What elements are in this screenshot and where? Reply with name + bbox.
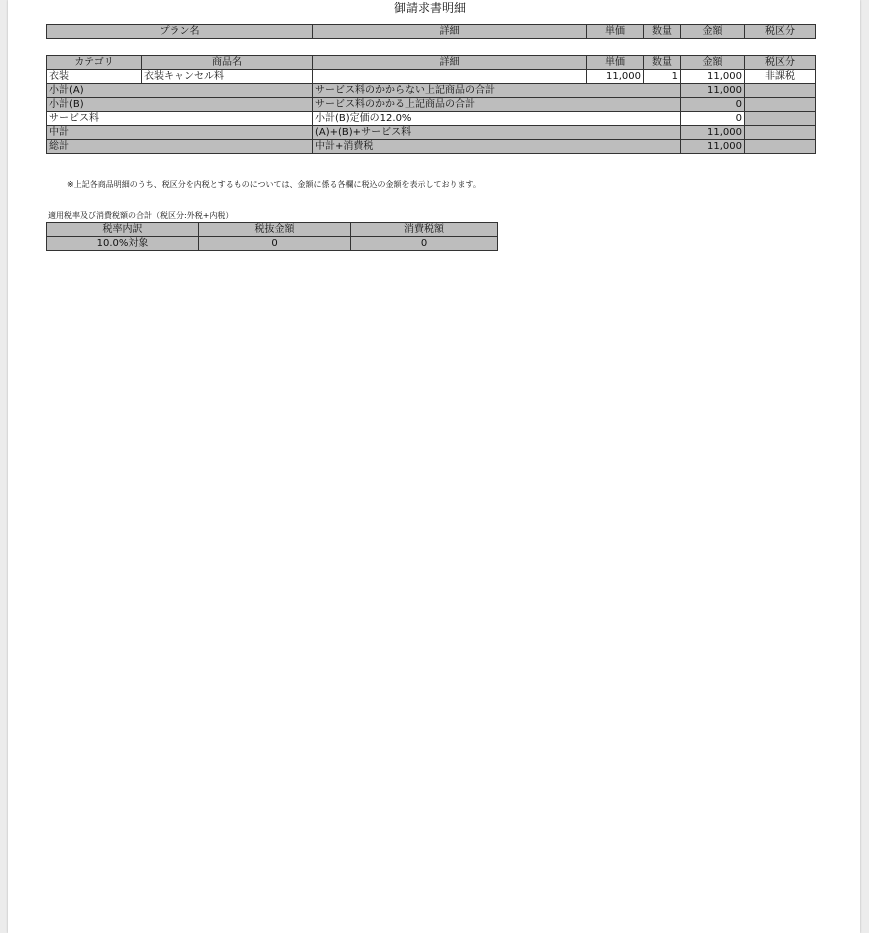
- items-col-detail: 詳細: [313, 56, 587, 70]
- summary-row-service: [47, 112, 816, 126]
- tax-col-tax: 消費税額: [351, 223, 498, 237]
- summary-tax-blank: [745, 126, 816, 140]
- item-detail: [313, 70, 587, 84]
- summary-tax-blank: [745, 140, 816, 154]
- item-row: [47, 70, 816, 84]
- item-qty: 1: [644, 70, 681, 84]
- items-col-amount: 金額: [681, 56, 745, 70]
- summary-amount: 11,000: [681, 84, 745, 98]
- summary-tax-blank: [745, 98, 816, 112]
- tax-inclusive-note: ※上記各商品明細のうち、税区分を内税とするものについては、金額に係る各欄に税込の金額を表示しております。: [67, 180, 481, 189]
- plan-col-plan: プラン名: [47, 25, 313, 39]
- plan-col-qty: 数量: [644, 25, 681, 39]
- tax-rate: 10.0%対象: [47, 237, 199, 251]
- summary-label: サービス料: [47, 112, 313, 126]
- summary-tax-blank: [745, 112, 816, 126]
- tax-row: [47, 237, 498, 251]
- plan-table: [46, 24, 816, 39]
- items-table: [46, 55, 816, 154]
- items-col-category: カテゴリ: [47, 56, 142, 70]
- tax-amount: 0: [351, 237, 498, 251]
- tax-table-header: [47, 223, 498, 237]
- tax-summary-table: [46, 222, 498, 251]
- document-title: 御請求書明細: [393, 1, 466, 15]
- item-product: 衣装キャンセル料: [142, 70, 313, 84]
- summary-label: 小計(B): [47, 98, 313, 112]
- summary-amount: 11,000: [681, 140, 745, 154]
- summary-detail: 中計+消費税: [313, 140, 681, 154]
- summary-row-total: [47, 140, 816, 154]
- plan-table-header: [47, 25, 816, 39]
- summary-tax-blank: [745, 84, 816, 98]
- items-col-product: 商品名: [142, 56, 313, 70]
- summary-label: 総計: [47, 140, 313, 154]
- items-col-unit-price: 単価: [587, 56, 644, 70]
- summary-row-midtotal: [47, 126, 816, 140]
- plan-col-detail: 詳細: [313, 25, 587, 39]
- summary-label: 中計: [47, 126, 313, 140]
- tax-excl-amount: 0: [199, 237, 351, 251]
- items-col-qty: 数量: [644, 56, 681, 70]
- summary-amount: 11,000: [681, 126, 745, 140]
- item-unit-price: 11,000: [587, 70, 644, 84]
- summary-row-subtotal-a: [47, 84, 816, 98]
- summary-amount: 0: [681, 112, 745, 126]
- plan-col-amount: 金額: [681, 25, 745, 39]
- items-table-header: [47, 56, 816, 70]
- tax-col-excl: 税抜金額: [199, 223, 351, 237]
- item-amount: 11,000: [681, 70, 745, 84]
- summary-detail: サービス料のかからない上記商品の合計: [313, 84, 681, 98]
- tax-col-rate: 税率内訳: [47, 223, 199, 237]
- items-col-tax: 税区分: [745, 56, 816, 70]
- plan-col-unit-price: 単価: [587, 25, 644, 39]
- summary-detail: (A)+(B)+サービス料: [313, 126, 681, 140]
- summary-detail: 小計(B)定価の12.0%: [313, 112, 681, 126]
- item-category: 衣装: [47, 70, 142, 84]
- tax-summary-title: 適用税率及び消費税額の合計（税区分:外税+内税）: [48, 211, 234, 220]
- plan-col-tax: 税区分: [745, 25, 816, 39]
- summary-row-subtotal-b: [47, 98, 816, 112]
- summary-label: 小計(A): [47, 84, 313, 98]
- summary-detail: サービス料のかかる上記商品の合計: [313, 98, 681, 112]
- item-tax: 非課税: [745, 70, 816, 84]
- summary-amount: 0: [681, 98, 745, 112]
